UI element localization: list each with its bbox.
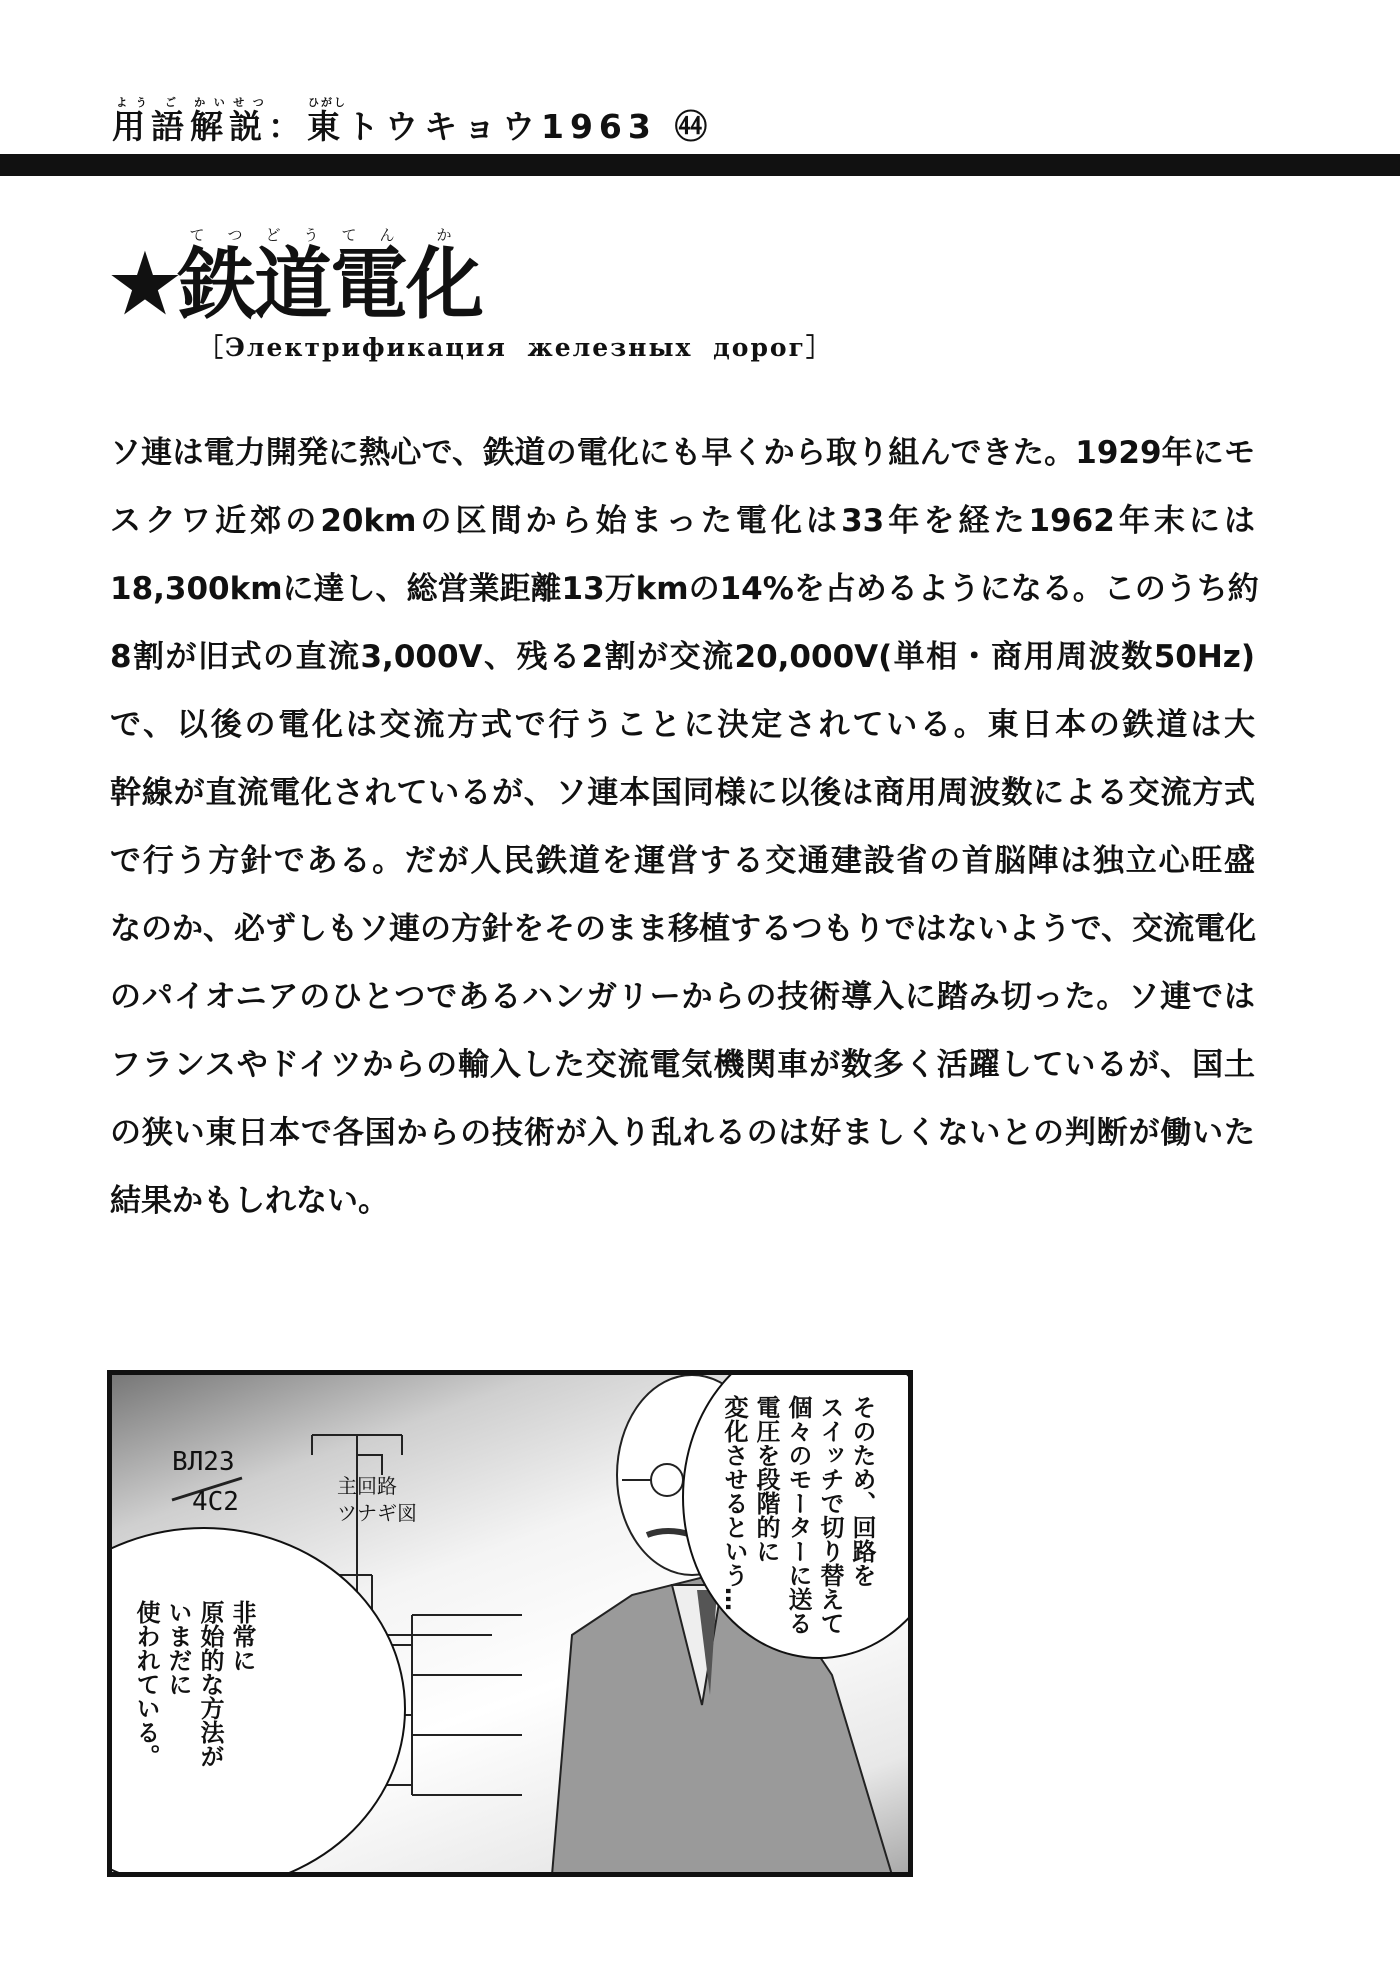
body-line: 18,300kmに達し、総営業距離13万kmの14%を占めるようになる。このうち約 [110,571,1259,607]
body-line: で、以後の電化は交流方式で行うことに決定されている。東日本の鉄道は大 [110,707,1255,743]
speech-text-left: 非常に 原始的な方法が いまだに 使われている。 [132,1600,256,1768]
diagram-title: 主回路 [337,1474,397,1498]
separator: ： [268,107,307,146]
body-line: なのか、必ずしもソ連の方針をそのまま移植するつもりではないようで、交流電化 [110,911,1257,947]
diagram-label-code: 4С2 [192,1487,239,1517]
body-line: のパイオニアのひとつであるハンガリーからの技術導入に踏み切った。ソ連では [110,979,1255,1015]
russian-subtitle: ［Электрификация железных дорог］ [198,333,833,362]
body-line: で行う方針である。だが人民鉄道を運営する交通建設省の首脳陣は独立心旺盛 [110,843,1255,879]
article-body [110,418,1259,1234]
speech-text-right: そのため、回路を スイッチで切り替えて 個々のモーターに送る 電圧を段階的に 変化させるという… [720,1395,876,1635]
article-title: ★鉄てつ道どう電てん化か [110,226,482,330]
header-divider-bar [0,154,1400,176]
body-line: 8割が旧式の直流3,000V、残る2割が交流20,000V(単相・商用周波数50Hz) [110,639,1255,675]
body-line: 幹線が直流電化されているが、ソ連本国同様に以後は商用周波数による交流方式 [110,775,1255,811]
diagram-label-model: ВЛ23 [172,1447,235,1477]
body-line: ソ連は電力開発に熱心で、鉄道の電化にも早くから取り組んできた。1929年にモ [110,435,1255,471]
episode-number: ㊹ [674,107,714,146]
body-line: フランスやドイツからの輸入した交流電気機関車が数多く活躍しているが、国土 [110,1047,1255,1083]
diagram-title: ツナギ図 [337,1501,417,1525]
series-name: 東ひがしトウキョウ1963 [307,96,657,146]
body-line: 結果かもしれない。 [110,1183,389,1219]
series-label: 用よう語ご解かい説せつ [112,96,268,146]
series-header [112,96,713,148]
body-line: の狭い東日本で各国からの技術が入り乱れるのは好ましくないとの判断が働いた [110,1115,1255,1151]
star-icon: ★ [110,239,178,330]
manga-panel [107,1370,913,1877]
body-line: スクワ近郊の20kmの区間から始まった電化は33年を経た1962年末には [110,503,1255,539]
